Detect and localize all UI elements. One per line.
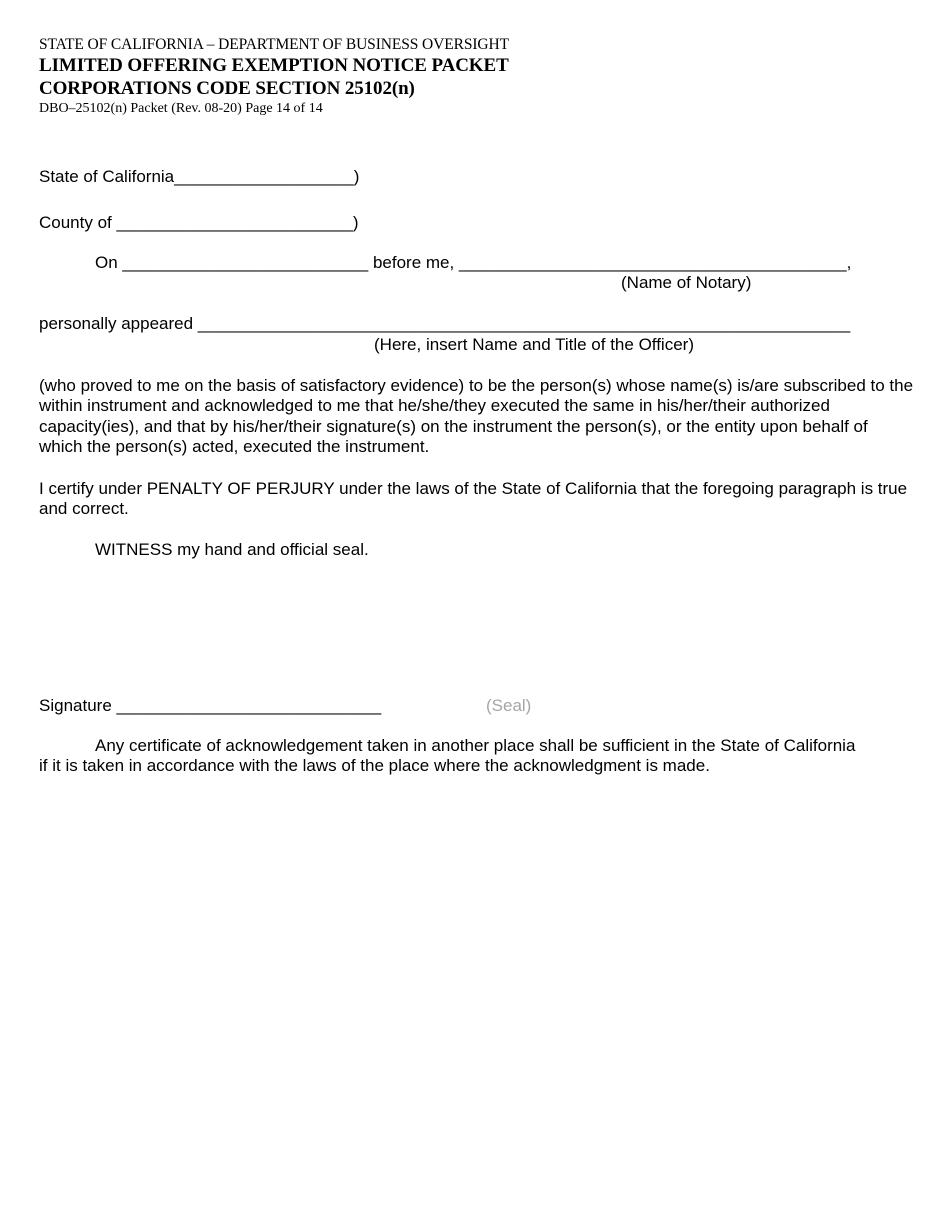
seal-label: (Seal) [486, 696, 532, 715]
on-date-before-notary-line: On __________________________ before me, _________________________________________, [95, 253, 852, 272]
officer-name-title-label: (Here, insert Name and Title of the Officer) [374, 335, 694, 354]
document-header [39, 36, 509, 118]
certificate-paragraph-line1: Any certificate of acknowledgement taken in another place shall be sufficient in the State of California [95, 736, 856, 755]
county-line: County of _________________________) [39, 213, 359, 232]
personally-appeared-line: personally appeared _____________________________________________________________________ [39, 314, 851, 333]
certificate-paragraph-line2: if it is taken in accordance with the laws of the place where the acknowledgment is made. [39, 756, 710, 775]
state-of-california-line: State of California___________________) [39, 167, 360, 186]
satisfactory-evidence-paragraph: (who proved to me on the basis of satisfactory evidence) to be the person(s) whose name(s) is/are subscribed to the within instrument and acknowledged to me that he/she/they executed the same in his/her/their authorized capacity(ies), and that by his/her/their signature(s) on the instrument the person(s), or the entity upon behalf of which the person(s) acted, executed the instrument. [39, 376, 914, 457]
packet-title: LIMITED OFFERING EXEMPTION NOTICE PACKET [39, 55, 509, 76]
department-line: STATE OF CALIFORNIA – DEPARTMENT OF BUSINESS OVERSIGHT [39, 36, 509, 53]
penalty-of-perjury-paragraph: I certify under PENALTY OF PERJURY under the laws of the State of California that the foregoing paragraph is true and correct. [39, 479, 908, 519]
form-revision-page: DBO–25102(n) Packet (Rev. 08-20) Page 14 of 14 [39, 101, 323, 116]
code-section-title: CORPORATIONS CODE SECTION 25102(n) [39, 78, 415, 99]
signature-line: Signature ____________________________ [39, 696, 382, 715]
witness-line: WITNESS my hand and official seal. [95, 540, 369, 559]
name-of-notary-label: (Name of Notary) [621, 273, 752, 292]
